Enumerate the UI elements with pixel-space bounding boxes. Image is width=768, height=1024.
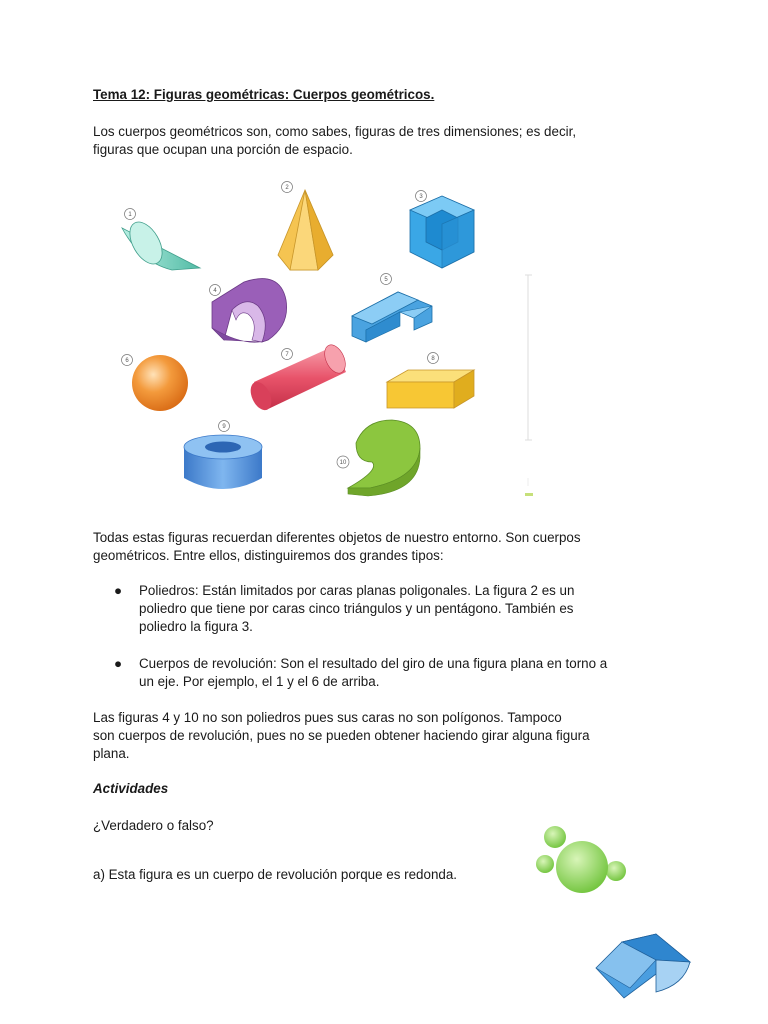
- figure-6-sphere: [132, 355, 188, 411]
- figure-9-ring-cylinder: [184, 435, 262, 489]
- true-false-question: ¿Verdadero o falso?: [93, 818, 214, 833]
- figure-10-comma-prism: [348, 420, 420, 496]
- bullet-line: un eje. Por ejemplo, el 1 y el 6 de arriba.: [139, 674, 380, 689]
- svg-text:4: 4: [213, 288, 217, 294]
- paragraph-line: geométricos. Entre ellos, distinguiremos dos grandes tipos:: [93, 548, 444, 563]
- bullet-line: poliedro que tiene por caras cinco triángulos y un pentágono. También es: [139, 601, 574, 616]
- svg-text:3: 3: [419, 194, 423, 200]
- paragraph-line: son cuerpos de revolución, pues no se pueden obtener haciendo girar alguna figura: [93, 728, 590, 743]
- paragraph-line: Todas estas figuras recuerdan diferentes objetos de nuestro entorno. Son cuerpos: [93, 530, 581, 545]
- bullet-line: Cuerpos de revolución: Son el resultado del giro de una figura plana en torno a: [139, 656, 608, 671]
- figure-6-label: [122, 355, 133, 366]
- scan-bracket-decoration: [525, 275, 533, 496]
- figure-3-label: [416, 191, 427, 202]
- svg-text:1: 1: [128, 212, 132, 218]
- figure-8-rectangular-prism: [387, 370, 474, 408]
- bullet-marker: ●: [114, 583, 123, 598]
- bullet-line: Poliedros: Están limitados por caras planas poligonales. La figura 2 es un: [139, 583, 575, 598]
- svg-text:8: 8: [431, 356, 435, 362]
- bullet-text: [139, 582, 674, 636]
- paragraph-line: Las figuras 4 y 10 no son poliedros pues sus caras no son polígonos. Tampoco: [93, 710, 562, 725]
- figure-1-cone: [122, 217, 200, 270]
- page-title: Tema 12: Figuras geométricas: Cuerpos geométricos.: [93, 87, 435, 102]
- activities-heading: Actividades: [93, 781, 169, 796]
- figure-1-label: [125, 209, 136, 220]
- svg-text:2: 2: [285, 185, 289, 191]
- figure-4-half-ring-prism: [212, 279, 287, 343]
- figure-3-cube: [410, 196, 474, 268]
- figure-7-cylinder: [247, 342, 350, 414]
- svg-text:5: 5: [384, 277, 388, 283]
- molecule-figure: [530, 822, 630, 902]
- paragraph-line: plana.: [93, 746, 130, 761]
- svg-text:10: 10: [339, 460, 347, 466]
- bullet-line: poliedro la figura 3.: [139, 619, 253, 634]
- intro-line: Los cuerpos geométricos son, como sabes, figuras de tres dimensiones; es decir,: [93, 124, 577, 139]
- svg-text:9: 9: [222, 424, 226, 430]
- figure-2-label: [282, 182, 293, 193]
- figure-10-label: [337, 456, 349, 468]
- svg-text:6: 6: [125, 358, 129, 364]
- svg-text:7: 7: [285, 352, 289, 358]
- curved-wedge-figure: [594, 930, 694, 1000]
- activity-item-a: a) Esta figura es un cuerpo de revolución porque es redonda.: [93, 867, 458, 882]
- figure-2-pyramid: [278, 190, 333, 270]
- figure-9-label: [219, 421, 230, 432]
- intro-line: figuras que ocupan una porción de espacio.: [93, 142, 353, 157]
- conclusion-paragraph: [93, 709, 683, 763]
- figure-7-label: [282, 349, 293, 360]
- bullet-text: [139, 655, 674, 691]
- figure-8-label: [428, 353, 439, 364]
- figure-5-l-prism: [352, 292, 432, 342]
- types-intro-paragraph: [93, 529, 683, 565]
- figure-5-label: [381, 274, 392, 285]
- bullet-marker: ●: [114, 656, 123, 671]
- figure-4-label: [210, 285, 221, 296]
